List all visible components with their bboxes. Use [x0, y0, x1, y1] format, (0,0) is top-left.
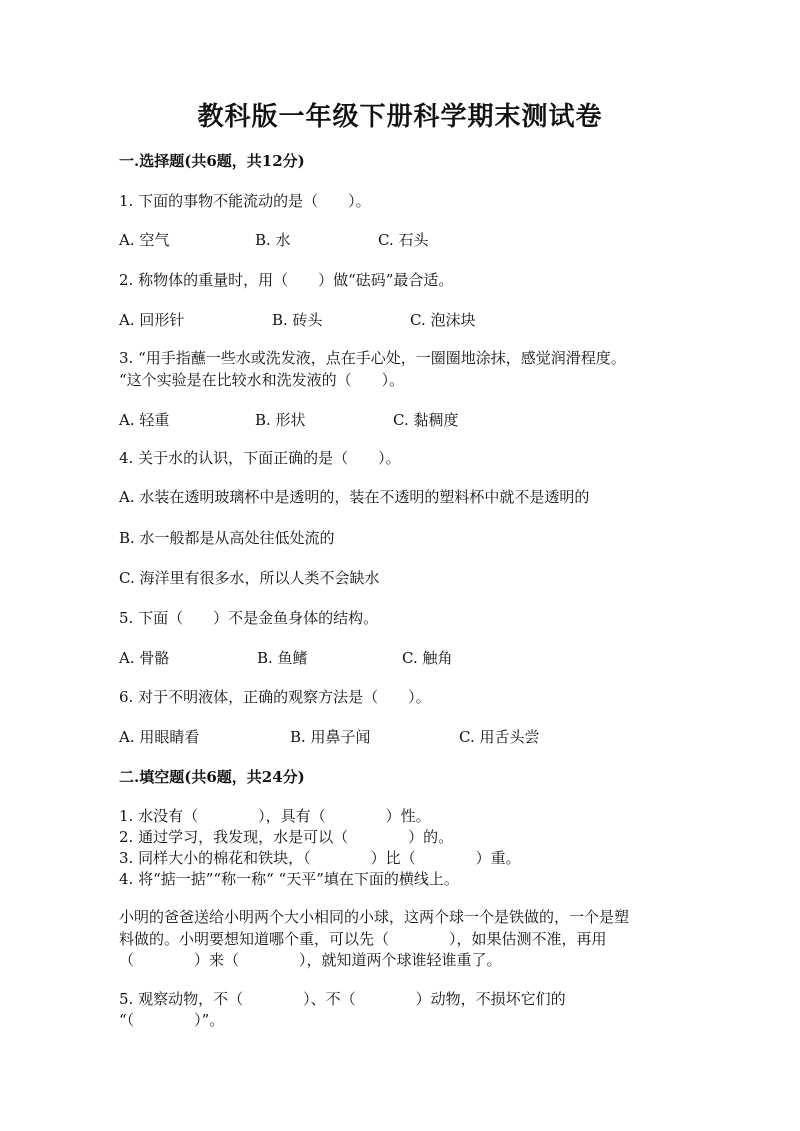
option-c: C. 泡沫块	[410, 311, 476, 329]
option-b: B. 用鼻子闻	[290, 728, 371, 746]
question-3-stem-line1: 3. “用手指蘸一些水或洗发液，点在手心处，一圈圈地涂抹，感觉润滑程度。	[119, 349, 626, 367]
fill-question-3: 3. 同样大小的棉花和铁块，（ ）比（ ）重。	[119, 849, 521, 867]
fill-question-5-line1: 5. 观察动物，不（ ）、不（ ）动物，不损坏它们的	[119, 990, 566, 1008]
section-heading-fill-in: 二.填空题(共6题，共24分)	[119, 768, 305, 786]
option-c: C. 黏稠度	[393, 411, 459, 429]
passage-line-2: 料做的。小明要想知道哪个重，可以先（ ），如果估测不准，再用	[119, 930, 607, 948]
question-4-option-a: A. 水装在透明玻璃杯中是透明的，装在不透明的塑料杯中就不是透明的	[119, 488, 590, 506]
section-heading-choice: 一.选择题(共6题，共12分)	[119, 152, 305, 170]
fill-question-1: 1. 水没有（ ），具有（ ）性。	[119, 807, 431, 825]
fill-question-4: 4. 将“掂一掂”“称一称“ “天平”填在下面的横线上。	[119, 870, 459, 888]
option-b: B. 砖头	[272, 311, 323, 329]
option-a: A. 用眼睛看	[119, 728, 200, 746]
option-b: B. 鱼鳍	[257, 649, 308, 667]
option-a: A. 空气	[119, 231, 170, 249]
question-3-stem-line2: “这个实验是在比较水和洗发液的（ ）。	[119, 371, 405, 389]
fill-question-5-line2: “（ ）”。	[119, 1011, 225, 1029]
page-title: 教科版一年级下册科学期末测试卷	[197, 102, 603, 132]
option-c: C. 石头	[378, 231, 429, 249]
option-a: A. 轻重	[119, 411, 170, 429]
question-4-option-c: C. 海洋里有很多水，所以人类不会缺水	[119, 569, 380, 587]
passage-line-3: （ ）来（ ），就知道两个球谁轻谁重了。	[119, 951, 502, 969]
option-b: B. 水	[255, 231, 291, 249]
question-4-stem: 4. 关于水的认识，下面正确的是（ ）。	[119, 449, 401, 467]
passage-line-1: 小明的爸爸送给小明两个大小相同的小球，这两个球一个是铁做的，一个是塑	[119, 908, 630, 926]
question-5-stem: 5. 下面（ ）不是金鱼身体的结构。	[119, 609, 379, 627]
option-a: A. 回形针	[119, 311, 185, 329]
fill-question-2: 2. 通过学习，我发现，水是可以（ ）的。	[119, 828, 454, 846]
option-c: C. 用舌头尝	[459, 728, 540, 746]
option-a: A. 骨骼	[119, 649, 170, 667]
question-6-stem: 6. 对于不明液体，正确的观察方法是（ ）。	[119, 688, 431, 706]
option-b: B. 形状	[255, 411, 306, 429]
question-2-stem: 2. 称物体的重量时，用（ ）做“砝码”最合适。	[119, 271, 454, 289]
question-4-option-b: B. 水一般都是从高处往低处流的	[119, 529, 335, 547]
question-1-stem: 1. 下面的事物不能流动的是（ ）。	[119, 192, 371, 210]
option-c: C. 触角	[402, 649, 453, 667]
